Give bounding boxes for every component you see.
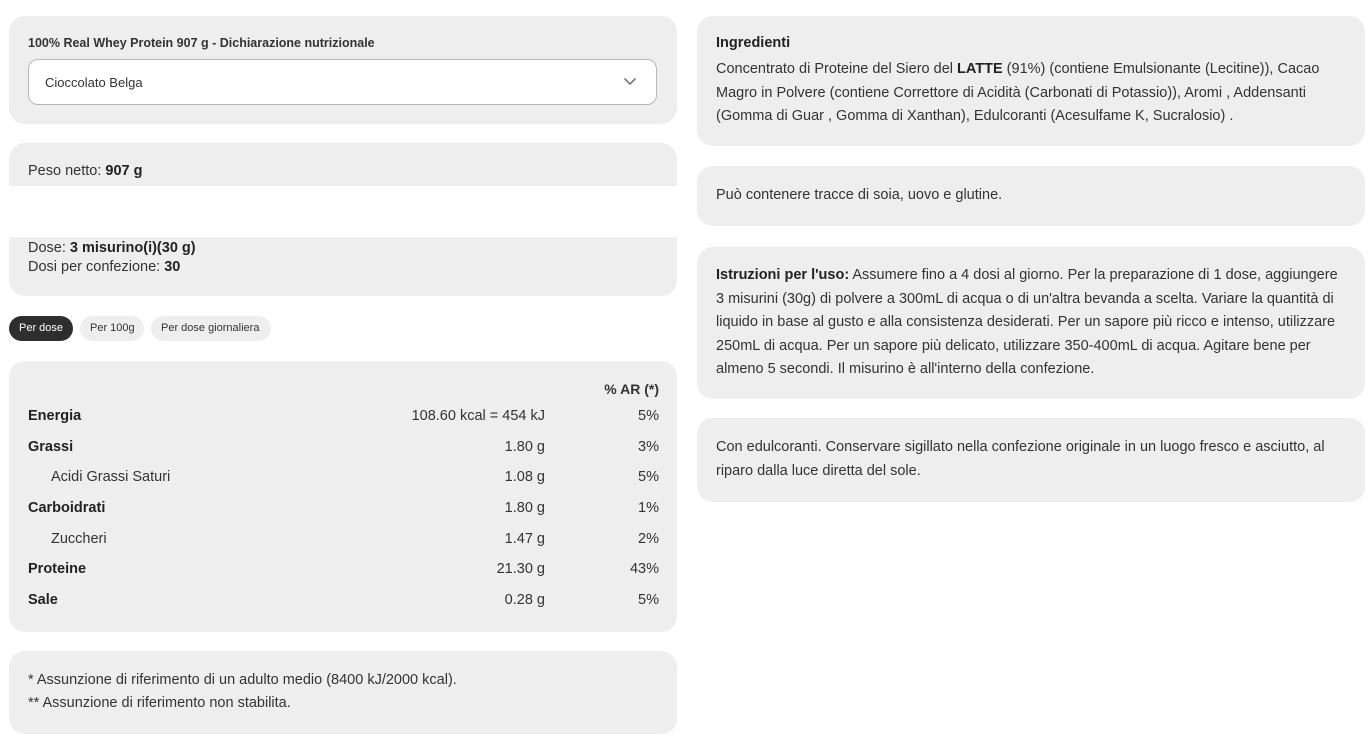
table-row: [9, 531, 677, 553]
table-row: [9, 592, 677, 614]
flavor-select[interactable]: [28, 59, 657, 105]
nutrient-ar: 5%: [638, 408, 659, 424]
nutrient-value: 1.80 g: [504, 500, 545, 516]
chevron-down-icon: [622, 73, 638, 89]
nutrient-ar: 1%: [638, 500, 659, 516]
nutrient-value: 1.80 g: [504, 439, 545, 455]
table-row: [9, 561, 677, 583]
nutrient-value: 108.60 kcal = 454 kJ: [411, 408, 545, 424]
nutrient-value: 1.08 g: [504, 469, 545, 485]
nutrient-name: Grassi: [28, 439, 74, 455]
storage-card: [697, 418, 1365, 502]
tab-per-100g[interactable]: Per 100g: [80, 316, 144, 341]
ingredients-card: [697, 16, 1365, 146]
table-row: [9, 408, 677, 430]
doses-per-pack: Dosi per confezione: 30: [28, 259, 181, 275]
ingredients-text: Concentrato di Proteine del Siero del LATTE (91%) (contiene Emulsionante (Lecitine)), Cacao Magro in Polvere (contiene Correttore di Acidità (Carbonati di Potassio)), Aromi , Addensanti (Gomma di Guar , Gomma di Xanthan), Edulcoranti (Acesulfame K, Sucralosio) .: [716, 61, 1320, 124]
instructions-text: Istruzioni per l'uso: Assumere fino a 4 dosi al giorno. Per la preparazione di 1 dose, aggiungere 3 misurini (30g) di polvere a 300mL di acqua o di un'altra bevanda a scelta. Variare la quantità di liquido in base al gusto e alla consistenza desiderati. Per un sapore più ricco e intenso, utilizzare 250mL di acqua. Per un sapore più delicato, utilizzare 350-400mL di acqua. Agitare bene per almeno 5 secondi. Il misurino è all'interno della confezione.: [716, 267, 1338, 377]
allergens-text: Può contenere tracce di soia, uovo e glutine.: [716, 187, 1003, 203]
footnote: * Assunzione di riferimento di un adulto medio (8400 kJ/2000 kcal).: [28, 672, 457, 688]
nutrient-ar: 2%: [638, 531, 659, 547]
table-row: [9, 469, 677, 491]
tab-per-daily-dose[interactable]: Per dose giornaliera: [151, 316, 271, 341]
nutrient-ar: 5%: [638, 469, 659, 485]
storage-text: Con edulcoranti. Conservare sigillato nella confezione originale in un luogo fresco e asciutto, al riparo dalla luce diretta del sole.: [716, 439, 1325, 479]
nutrient-name: Zuccheri: [51, 531, 107, 547]
instructions-card: [697, 247, 1365, 399]
footnote: ** Assunzione di riferimento non stabilita.: [28, 695, 291, 711]
nutrient-value: 21.30 g: [496, 561, 545, 577]
product-title: 100% Real Whey Protein 907 g - Dichiarazione nutrizionale: [28, 36, 375, 50]
ar-header: % AR (*): [604, 381, 659, 397]
nutrition-table: [9, 361, 677, 632]
nutrient-ar: 3%: [638, 439, 659, 455]
nutrient-name: Acidi Grassi Saturi: [51, 469, 171, 485]
nutrient-value: 1.47 g: [504, 531, 545, 547]
dose: Dose: 3 misurino(i)(30 g): [28, 240, 196, 256]
allergens-card: [697, 166, 1365, 226]
net-weight: Peso netto: 907 g: [28, 163, 143, 179]
table-row: [9, 439, 677, 461]
blank-strip: [0, 186, 690, 237]
flavor-card: [9, 16, 677, 124]
tab-per-dose[interactable]: Per dose: [9, 316, 73, 341]
table-row: [9, 500, 677, 522]
footnotes-card: [9, 651, 677, 734]
nutrient-name: Energia: [28, 408, 82, 424]
nutrient-name: Sale: [28, 592, 58, 608]
flavor-select-value: Cioccolato Belga: [45, 75, 143, 90]
nutrient-value: 0.28 g: [504, 592, 545, 608]
ingredients-title: Ingredienti: [716, 35, 791, 51]
nutrient-ar: 5%: [638, 592, 659, 608]
nutrient-name: Proteine: [28, 561, 87, 577]
nutrient-ar: 43%: [629, 561, 659, 577]
nutrient-name: Carboidrati: [28, 500, 106, 516]
